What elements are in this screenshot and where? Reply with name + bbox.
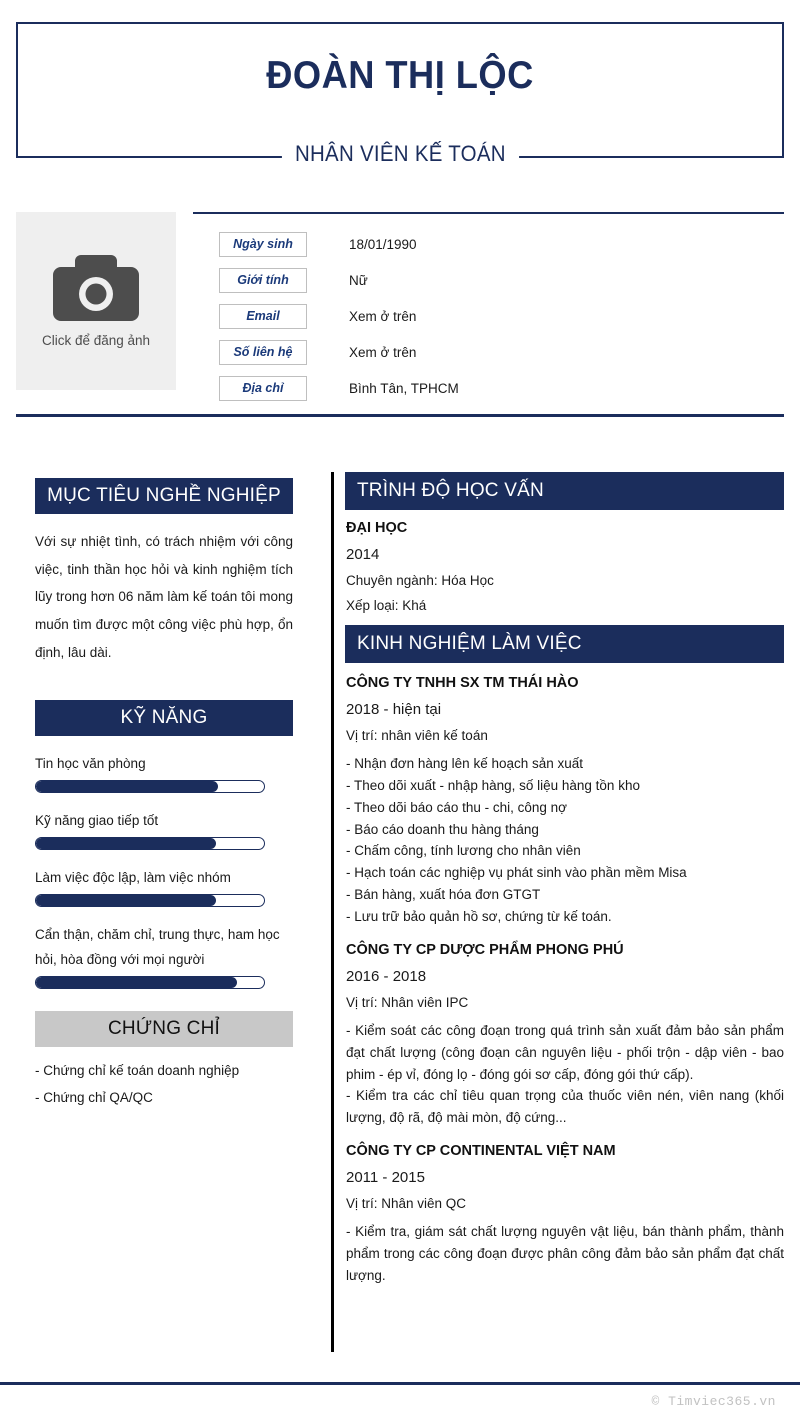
info-value-address[interactable]: Bình Tân, TPHCM xyxy=(349,380,459,396)
info-label-email: Email xyxy=(219,304,307,329)
experience-position: Vị trí: Nhân viên QC xyxy=(346,1196,467,1212)
section-header-certificates: CHỨNG CHỈ xyxy=(35,1011,293,1047)
info-value-gender[interactable]: Nữ xyxy=(349,272,368,288)
list-item: - Nhận đơn hàng lên kế hoạch sản xuất xyxy=(346,756,584,771)
education-major: Chuyên ngành: Hóa Học xyxy=(346,573,494,588)
info-row xyxy=(193,334,784,370)
skill-progress-fill xyxy=(36,781,218,792)
list-item: - Bán hàng, xuất hóa đơn GTGT xyxy=(346,887,541,903)
education-year: 2014 xyxy=(346,546,380,563)
page-title: ĐOÀN THỊ LỘC xyxy=(266,54,534,97)
info-label-phone: Số liên hệ xyxy=(219,340,307,365)
education-body xyxy=(346,510,784,613)
list-item: - Chứng chỉ kế toán doanh nghiệp xyxy=(35,1063,240,1079)
experience-paragraph: - Kiểm tra các chỉ tiêu quan trọng của thuốc viên nén, viên nang (khối lượng, độ rã, độ mài mòn, độ cứng... xyxy=(346,1088,784,1126)
experience-body xyxy=(346,663,784,1287)
experience-entry xyxy=(346,942,784,1129)
objective-text: Với sự nhiệt tình, có trách nhiệm với công việc, tinh thần học hỏi và kinh nghiệm tích lũy trong hơn 06 năm làm kế toán tôi mong muốn tìm được một công việc phù hợp, ổn định, lâu dài. xyxy=(35,534,293,660)
info-value-email[interactable]: Xem ở trên xyxy=(349,308,417,324)
experience-period: 2016 - 2018 xyxy=(346,967,427,985)
certificates-list xyxy=(35,1057,293,1111)
skill-label: Tin học văn phòng xyxy=(35,756,146,772)
experience-paragraph: - Kiểm tra, giám sát chất lượng nguyên vật liệu, bán thành phẩm, thành phẩm trong các công đoạn được phân công đảm bảo sản phẩm đạt chất lượng. xyxy=(346,1224,784,1283)
skill-label: Làm việc độc lập, làm việc nhóm xyxy=(35,870,231,886)
info-value-phone[interactable]: Xem ở trên xyxy=(349,344,417,360)
skill-item xyxy=(35,923,293,989)
info-row xyxy=(193,298,784,334)
list-item: - Theo dõi báo cáo thu - chi, công nợ xyxy=(346,799,567,815)
experience-company: CÔNG TY CP CONTINENTAL VIỆT NAM xyxy=(346,1143,616,1160)
info-label-address: Địa chỉ xyxy=(219,376,307,401)
info-label-birthdate: Ngày sinh xyxy=(219,232,307,257)
list-item: - Chứng chỉ QA/QC xyxy=(35,1090,153,1106)
experience-position: Vị trí: Nhân viên IPC xyxy=(346,994,469,1010)
experience-position: Vị trí: nhân viên kế toán xyxy=(346,728,488,743)
experience-period: 2011 - 2015 xyxy=(346,1169,425,1187)
education-grade: Xếp loại: Khá xyxy=(346,598,427,613)
job-title-row xyxy=(16,143,784,165)
right-column xyxy=(331,472,784,1352)
skill-progress-fill xyxy=(36,838,216,849)
skill-progress-fill xyxy=(36,977,237,988)
info-label-gender: Giới tính xyxy=(219,268,307,293)
footer-divider xyxy=(0,1382,800,1385)
list-item: - Chấm công, tính lương cho nhân viên xyxy=(346,843,581,859)
info-row xyxy=(193,226,784,262)
header-section-divider xyxy=(16,414,784,417)
experience-period: 2018 - hiện tại xyxy=(346,701,442,718)
skill-progress-track xyxy=(35,894,265,907)
section-header-education: TRÌNH ĐỘ HỌC VẤN xyxy=(345,472,784,510)
info-row xyxy=(193,370,784,406)
experience-company: CÔNG TY CP DƯỢC PHẨM PHONG PHÚ xyxy=(346,941,624,958)
info-top-rule xyxy=(193,212,784,214)
list-item: - Theo dõi xuất - nhập hàng, số liệu hàng tồn kho xyxy=(346,777,640,793)
skill-item xyxy=(35,752,293,793)
experience-entry xyxy=(346,675,784,928)
info-row xyxy=(193,262,784,298)
experience-company: CÔNG TY TNHH SX TM THÁI HÀO xyxy=(346,675,579,691)
photo-upload-box[interactable] xyxy=(16,212,176,390)
skill-progress-track xyxy=(35,780,265,793)
skill-item xyxy=(35,866,293,907)
experience-bullets xyxy=(346,753,784,928)
education-degree: ĐẠI HỌC xyxy=(346,520,408,536)
skill-label: Cẩn thận, chăm chỉ, trung thực, ham học hỏi, hòa đồng với mọi người xyxy=(35,927,280,968)
list-item: - Lưu trữ bảo quản hồ sơ, chứng từ kế toán. xyxy=(346,909,612,925)
photo-upload-caption: Click để đăng ảnh xyxy=(41,332,151,348)
section-header-experience: KINH NGHIỆM LÀM VIỆC xyxy=(345,625,784,663)
list-item: - Báo cáo doanh thu hàng tháng xyxy=(346,821,539,837)
info-value-birthdate[interactable]: 18/01/1990 xyxy=(349,236,417,252)
section-header-objective: MỤC TIÊU NGHỀ NGHIỆP xyxy=(35,478,293,514)
section-header-skills: KỸ NĂNG xyxy=(35,700,293,736)
skill-progress-fill xyxy=(36,895,216,906)
skill-progress-track xyxy=(35,837,265,850)
skill-label: Kỹ năng giao tiếp tốt xyxy=(35,813,159,829)
experience-paragraph: - Kiểm soát các công đoạn trong quá trình sản xuất đảm bảo sản phẩm đạt chất lượng (công đoạn cân nguyên liệu - phối trộn - dập viên - bao phim - ép vỉ, đóng lọ - đóng gói sơ cấp, đóng gói thứ cấp). xyxy=(346,1022,784,1082)
personal-info-panel xyxy=(193,212,784,406)
skill-item xyxy=(35,809,293,850)
camera-icon xyxy=(53,255,139,321)
list-item: - Hạch toán các nghiệp vụ phát sinh vào phần mềm Misa xyxy=(346,865,687,881)
job-title: NHÂN VIÊN KẾ TOÁN xyxy=(282,143,519,165)
experience-entry xyxy=(346,1143,784,1287)
left-column xyxy=(35,478,293,1111)
footer-credit: © Timviec365.vn xyxy=(651,1394,776,1409)
skill-progress-track xyxy=(35,976,265,989)
